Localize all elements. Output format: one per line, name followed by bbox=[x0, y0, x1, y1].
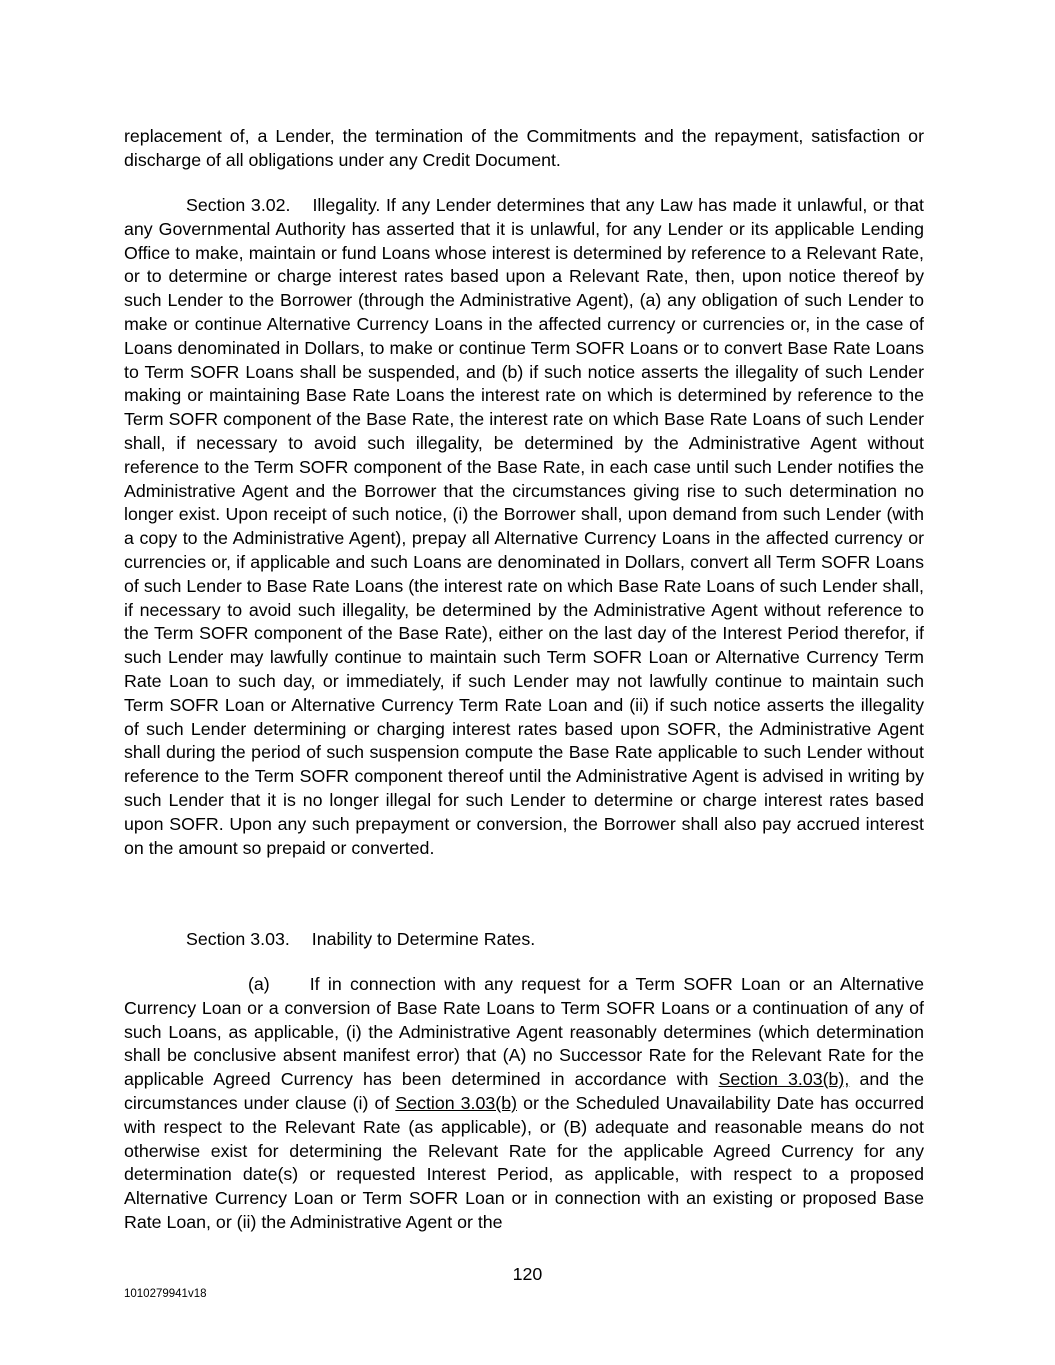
continuation-paragraph bbox=[124, 125, 924, 173]
section-3-03-number: Section 3.03. bbox=[186, 929, 290, 949]
clause-a-text-1: If in connection with any request for a Term SOFR Loan or an Alternative Currency Loan or a conversion of Base Rate Loans to Term SOFR Loans or a continuation of any of such Loans, as applicable, (i) the Administrative Agent reasonably determines (which determination shall be conclusive absent manifest error) that (A) no Successor Rate for the Relevant Rate for the applicable Agreed Currency has been determined in accordance with bbox=[124, 974, 924, 1090]
clause-a-label: (a) bbox=[248, 974, 270, 994]
section-3-03b-reference-2: Section 3.03(b) bbox=[395, 1092, 518, 1113]
section-3-03b-reference-1: Section 3.03(b), bbox=[718, 1069, 850, 1090]
clause-a-text-3: or the Scheduled Unavailability Date has occurred with respect to the Relevant Rate (as applicable), or (B) adequate and reasonable means do not otherwise exist for determining the Relevant Rate for the applicable Agreed Currency for any determination date(s) or requested Interest Period, as applicable, with respect to a proposed Alternative Currency Loan or Term SOFR Loan or in connection with an existing or proposed Base Rate Loan, or (ii) the Administrative Agent or the bbox=[124, 1092, 924, 1232]
section-3-02-paragraph bbox=[124, 194, 924, 860]
section-3-03-heading-line bbox=[124, 928, 924, 952]
document-id: 1010279941v18 bbox=[124, 1288, 207, 1300]
section-3-02-number: Section 3.02. bbox=[186, 195, 291, 215]
clause-a-paragraph bbox=[124, 973, 924, 1235]
page-number: 120 bbox=[512, 1264, 543, 1284]
clause-a-text-2: and the circumstances under clause (i) of bbox=[124, 1069, 924, 1113]
section-3-02-heading: Illegality. bbox=[312, 195, 381, 215]
section-3-02-body: If any Lender determines that any Law has made it unlawful, or that any Governmental Authority has asserted that it is unlawful, for any Lender or its applicable Lending Office to make, maintain or fund Loans whose interest is determined by reference to a Relevant Rate, or to determine or charge interest rates based upon a Relevant Rate, then, upon notice thereof by such Lender to the Borrower (through the Administrative Agent), (a) any obligation of such Lender to make or continue Alternative Currency Loans in the affected currency or currencies or, in the case of Loans denominated in Dollars, to make or continue Term SOFR Loans or to convert Base Rate Loans to Term SOFR Loans shall be suspended, and (b) if such notice asserts the illegality of such Lender making or maintaining Base Rate Loans the interest rate on which is determined by reference to the Term SOFR component of the Base Rate, the interest rate on which Base Rate Loans of such Lender shall, if necessary to avoid such illegality, be determined by the Administrative Agent without reference to the Term SOFR component of the Base Rate, in each case until such Lender notifies the Administrative Agent and the Borrower that the circumstances giving rise to such determination no longer exist. Upon receipt of such notice, (i) the Borrower shall, upon demand from such Lender (with a copy to the Administrative Agent), prepay all Alternative Currency Loans in the affected currency or currencies or, if applicable and such Loans are denominated in Dollars, convert all Term SOFR Loans of such Lender to Base Rate Loans (the interest rate on which Base Rate Loans of such Lender shall, if necessary to avoid such illegality, be determined by the Administrative Agent without reference to the Term SOFR component of the Base Rate), either on the last day of the Interest Period therefor, if such Lender may lawfully continue to maintain such Term SOFR Loan or Alternative Currency Term Rate Loan to such day, or immediately, if such Lender may not lawfully continue to maintain such Term SOFR Loan or Alternative Currency Term Rate Loan and (ii) if such notice asserts the illegality of such Lender determining or charging interest rates based upon SOFR, the Administrative Agent shall during the period of such suspension compute the Base Rate applicable to such Lender without reference to the Term SOFR component thereof until the Administrative Agent is advised in writing by such Lender that it is no longer illegal for such Lender to determine or charge interest rates based upon SOFR. Upon any such prepayment or conversion, the Borrower shall also pay accrued interest on the amount so prepaid or converted. bbox=[124, 195, 924, 858]
section-3-03-heading: Inability to Determine Rates. bbox=[311, 929, 536, 949]
continuation-text: replacement of, a Lender, the termination of the Commitments and the repayment, satisfaction or discharge of all obligations under any Credit Document. bbox=[124, 126, 924, 170]
